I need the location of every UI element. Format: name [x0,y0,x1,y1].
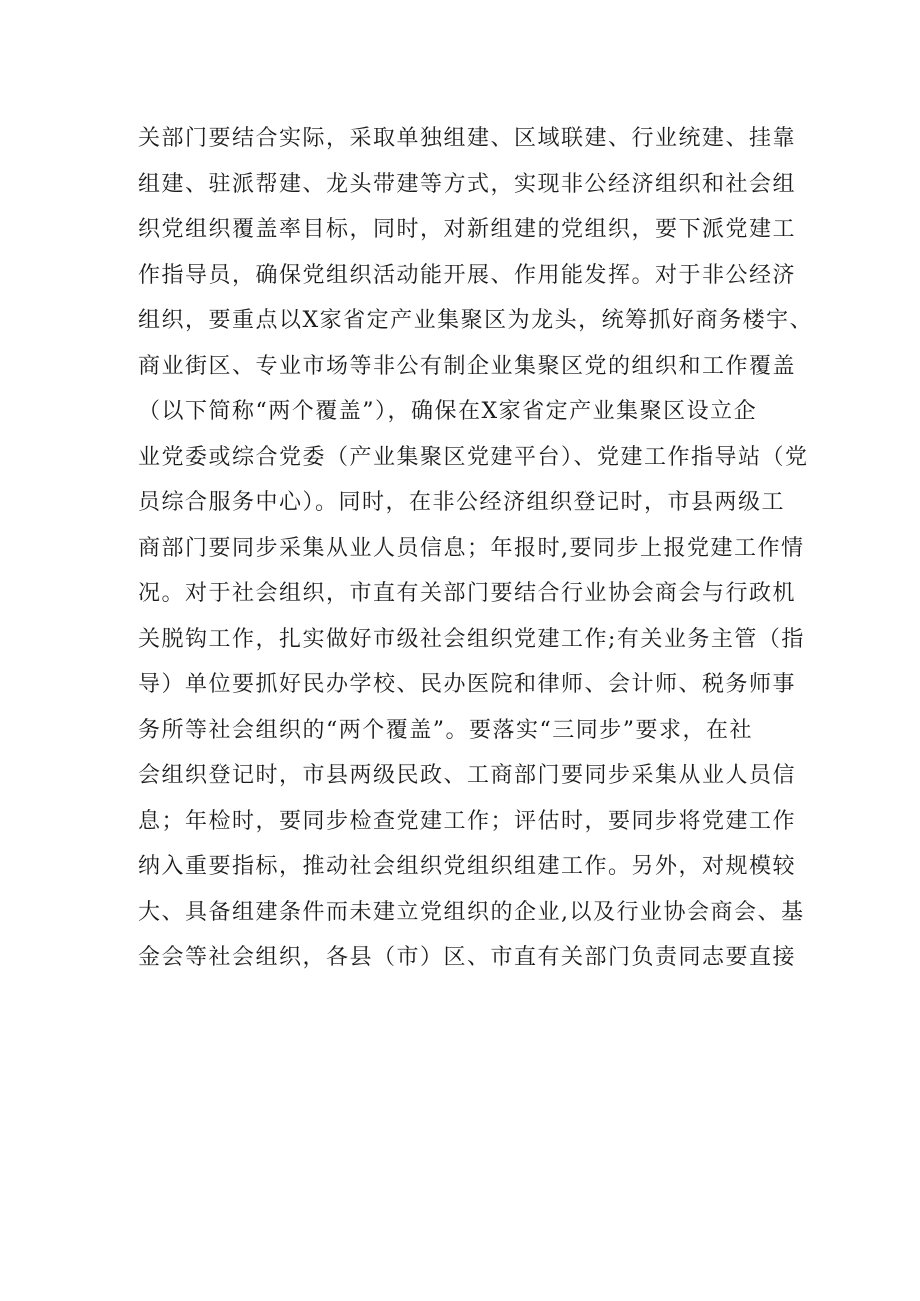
text-line: 员综合服务中心）。同时，在非公经济组织登记时，市县两级工 [138,490,786,515]
text-line: 商业街区、专业市场等非公有制企业集聚区党的组织和工作覆盖 [138,353,797,379]
text-line: 业党委或综合党委（产业集聚区党建平台）、党建工作指导站（党 [138,444,809,470]
text-line: 商部门要同步采集从业人员信息；年报时,要同步上报党建工作情 [138,535,805,561]
text-line: 息；年检时，要同步检查党建工作；评估时，要同步将党建工作 [138,808,797,834]
body-paragraph [138,116,818,981]
text-line: 纳入重要指标，推动社会组织党组织组建工作。另外，对规模较 [138,854,797,879]
text-line: 导）单位要抓好民办学校、民办医院和律师、会计师、税务师事 [138,672,797,697]
text-line: 关部门要结合实际，采取单独组建、区域联建、行业统建、挂靠 [138,126,797,151]
text-line: 金会等社会组织，各县（市）区、市直有关部门负责同志要直接 [138,945,797,970]
text-line: 织党组织覆盖率目标，同时，对新组建的党组织，要下派党建工 [138,217,797,242]
text-line: 会组织登记时，市县两级民政、工商部门要同步采集从业人员信 [138,763,797,788]
text-line: 组织，要重点以X家省定产业集聚区为龙头，统筹抓好商务楼宇、 [138,308,814,333]
text-line: 况。对于社会组织，市直有关部门要结合行业协会商会与行政机 [138,581,797,606]
text-line: 务所等社会组织的“两个覆盖”。要落实“三同步”要求，在社 [138,717,753,743]
text-line: 关脱钩工作，扎实做好市级社会组织党建工作;有关业务主管（指 [138,626,805,652]
text-line: （以下简称“两个覆盖”），确保在X家省定产业集聚区设立企 [138,399,758,424]
text-line: 作指导员，确保党组织活动能开展、作用能发挥。对于非公经济 [138,262,797,288]
text-line: 组建、驻派帮建、龙头带建等方式，实现非公经济组织和社会组 [138,171,797,197]
text-line: 大、具备组建条件而未建立党组织的企业,以及行业协会商会、基 [138,899,805,925]
